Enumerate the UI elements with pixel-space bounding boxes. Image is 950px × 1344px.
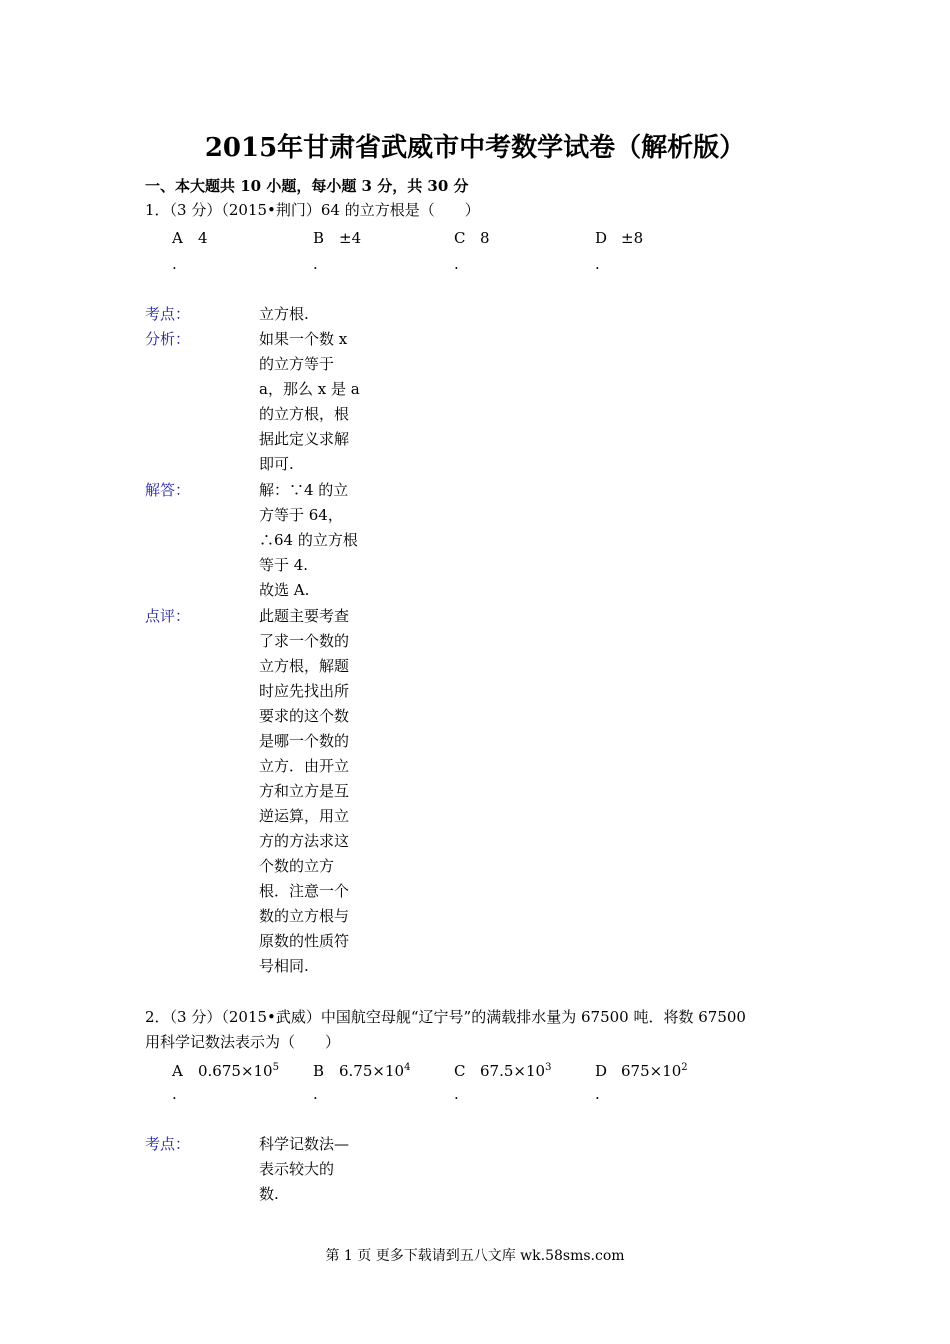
option-exponent: 2 bbox=[681, 1062, 688, 1073]
fenxi-label: 分析： bbox=[145, 330, 191, 348]
text-line: 如果一个数 x bbox=[259, 330, 348, 348]
text-line: 号相同. bbox=[259, 957, 309, 975]
section-heading: 一、本大题共 10 小题，每小题 3 分，共 30 分 bbox=[145, 177, 469, 195]
text-line: 2．（3 分）（2015•武威）中国航空母舰“辽宁号”的满载排水量为 67500 吨．将数 67500 bbox=[145, 1008, 746, 1026]
text-line: 用科学记数法表示为（ ） bbox=[145, 1033, 341, 1051]
option-dot: . bbox=[172, 1085, 177, 1103]
option-dot: . bbox=[172, 255, 177, 273]
option-letter: B bbox=[313, 1062, 325, 1080]
option-text: ±4 bbox=[339, 229, 362, 247]
option-exponent: 3 bbox=[545, 1062, 552, 1073]
text-line: 即可. bbox=[259, 455, 294, 473]
text-line: 是哪一个数的 bbox=[259, 732, 350, 750]
text-line: 时应先找出所 bbox=[259, 682, 350, 700]
text-line: 立方根，解题 bbox=[259, 657, 350, 675]
jieda-label: 解答： bbox=[145, 481, 191, 499]
text-line: 故选 A. bbox=[259, 581, 310, 599]
option-text: 4 bbox=[198, 229, 208, 247]
option-letter: D bbox=[595, 229, 608, 247]
page-title: 2015年甘肃省武威市中考数学试卷（解析版） bbox=[204, 133, 746, 163]
option-dot: . bbox=[313, 255, 318, 273]
text-line: 原数的性质符 bbox=[259, 932, 350, 950]
option-text: 675×10 bbox=[621, 1062, 682, 1080]
option-text: 8 bbox=[480, 229, 490, 247]
text-line: 此题主要考查 bbox=[259, 607, 350, 625]
option-dot: . bbox=[313, 1085, 318, 1103]
text-line: 了求一个数的 bbox=[259, 632, 350, 650]
text-line: 表示较大的 bbox=[259, 1160, 335, 1178]
option-letter: A bbox=[172, 229, 183, 247]
option-text: 0.675×10 bbox=[198, 1062, 273, 1080]
jieda-content bbox=[259, 478, 365, 603]
q1-option-a[interactable] bbox=[172, 228, 208, 248]
kaodian-label: 考点： bbox=[145, 305, 191, 323]
text-line: 解：∵4 的立 bbox=[259, 481, 349, 499]
option-dot: . bbox=[595, 255, 600, 273]
text-line: a，那么 x 是 a bbox=[259, 380, 360, 398]
text-line: 个数的立方 bbox=[259, 857, 335, 875]
text-line: 方等于 64， bbox=[259, 506, 343, 524]
q1-option-c[interactable] bbox=[454, 228, 490, 248]
text-line: 据此定义求解 bbox=[259, 430, 350, 448]
option-dot: . bbox=[454, 255, 459, 273]
q1-stem: 1．（3 分）（2015•荆门）64 的立方根是（ ） bbox=[145, 201, 480, 219]
text-line: 方和立方是互 bbox=[259, 782, 350, 800]
q1-option-d[interactable] bbox=[595, 228, 643, 248]
text-line: 逆运算，用立 bbox=[259, 807, 350, 825]
option-text: 67.5×10 bbox=[480, 1062, 546, 1080]
q2-stem bbox=[145, 1005, 815, 1055]
text-line: 立方．由开立 bbox=[259, 757, 350, 775]
text-line: 根．注意一个 bbox=[259, 882, 350, 900]
text-line: 数的立方根与 bbox=[259, 907, 350, 925]
q2-option-b[interactable] bbox=[313, 1058, 410, 1081]
q2-option-c[interactable] bbox=[454, 1058, 551, 1081]
q2-kaodian-content bbox=[259, 1132, 365, 1207]
q2-option-a[interactable] bbox=[172, 1058, 279, 1081]
option-exponent: 5 bbox=[272, 1062, 279, 1073]
text-line: 立方根. bbox=[259, 305, 309, 323]
option-letter: D bbox=[595, 1062, 608, 1080]
option-letter: C bbox=[454, 1062, 466, 1080]
option-text: 6.75×10 bbox=[339, 1062, 405, 1080]
option-dot: . bbox=[595, 1085, 600, 1103]
dianping-content bbox=[259, 604, 365, 979]
option-letter: C bbox=[454, 229, 466, 247]
text-line: 的立方根，根 bbox=[259, 405, 350, 423]
q2-kaodian-label: 考点： bbox=[145, 1135, 191, 1153]
text-line: 方的方法求这 bbox=[259, 832, 350, 850]
text-line: 要求的这个数 bbox=[259, 707, 350, 725]
q1-option-b[interactable] bbox=[313, 228, 361, 248]
text-line: 科学记数法— bbox=[259, 1135, 350, 1153]
option-dot: . bbox=[454, 1085, 459, 1103]
page-footer: 第 1 页 更多下载请到五八文库 wk.58sms.com bbox=[325, 1248, 625, 1264]
option-letter: B bbox=[313, 229, 325, 247]
text-line: 数. bbox=[259, 1185, 279, 1203]
text-line: 等于 4. bbox=[259, 556, 309, 574]
option-letter: A bbox=[172, 1062, 183, 1080]
dianping-label: 点评： bbox=[145, 607, 191, 625]
option-exponent: 4 bbox=[404, 1062, 411, 1073]
q2-option-d[interactable] bbox=[595, 1058, 688, 1081]
fenxi-content bbox=[259, 327, 365, 477]
kaodian-content bbox=[259, 302, 365, 327]
text-line: 的立方等于 bbox=[259, 355, 335, 373]
text-line: ∴64 的立方根 bbox=[259, 531, 358, 549]
option-text: ±8 bbox=[621, 229, 644, 247]
